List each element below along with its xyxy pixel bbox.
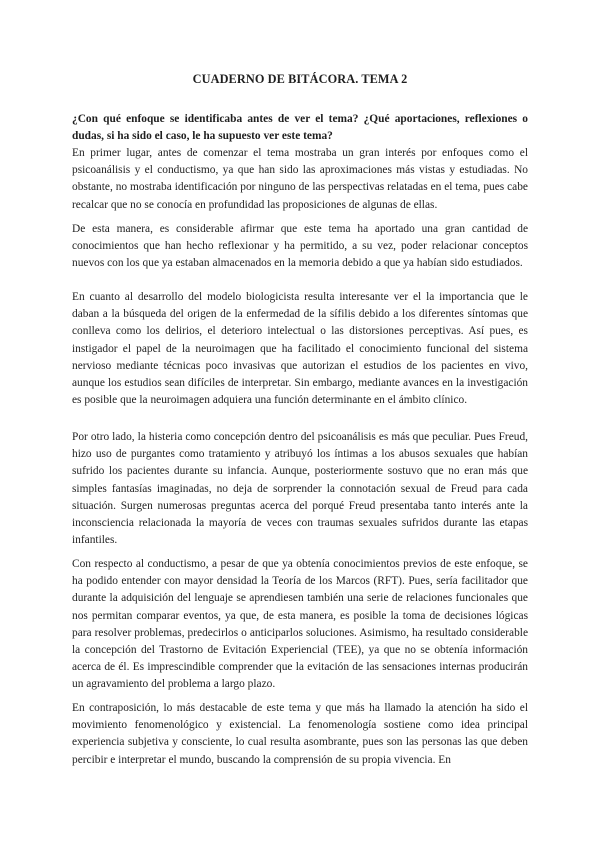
paragraph: En contraposición, lo más destacable de este tema y que más ha llamado la atención ha sido el movimiento fenomenológico y existencial. La fenomenología sostiene como idea principal experiencia subjetiva y consciente, lo cual resulta asombrante, pues son las personas las que deben percibir e interpretar el mundo, buscando la comprensión de su propia vivencia. En — [72, 702, 528, 766]
document-title: CUADERNO DE BITÁCORA. TEMA 2 — [192, 72, 408, 86]
paragraph: Por otro lado, la histeria como concepción dentro del psicoanálisis es más que peculiar. Pues Freud, hizo uso de purgantes como tratamiento y atribuyó los íntimas a los abusos sexuales que habían sufrido los pacientes durante su infancia. Aunque, posteriormente sostuvo que no eran más que simples fantasías imaginadas, no deja de sorprender la connotación sexual de Freud para cada situación. Surgen numerosas preguntas acerca del porqué Freud presentaba tanto interés ante la inconsciencia relacionada la mayoría de veces con traumas sexuales sufridos durante las etapas infantiles. — [72, 431, 528, 547]
paragraph: De esta manera, es considerable afirmar que este tema ha aportado una gran cantidad de conocimientos que han hecho reflexionar y ha permitido, a su vez, poder relacionar conceptos nuevos con los que ya estaban almacenados en la memoria debido a que ya habían sido estudiados. — [72, 223, 528, 270]
paragraph: En cuanto al desarrollo del modelo biologicista resulta interesante ver el la importancia que le daban a la búsqueda del origen de la enfermedad de la sífilis debido a los diferentes síntomas que conlleva como los delirios, el deterioro intelectual o las distorsiones perceptivas. Así pues, es instigador el papel de la neuroimagen que ha facilitado el conocimiento funcional del sistema nervioso mediante técnicas poco invasivas que autorizan el estudios de los pacientes en vivo, aunque los estudios sean difíciles de interpretar. Sin embargo, mediante avances en la investigación es posible que la neuroimagen adquiera una función determinante en el ámbito clínico. — [72, 291, 528, 407]
paragraph: En primer lugar, antes de comenzar el tema mostraba un gran interés por enfoques como el psicoanálisis y el conductismo, ya que han sido las aproximaciones más vistas y estudiadas. No obstante, no mostraba identificación por ninguno de las perspectivas relatadas en el tema, pues cabe recalcar que no se conocía en profundidad las proposiciones de algunas de ellas. — [72, 147, 528, 211]
paragraph: Con respecto al conductismo, a pesar de que ya obtenía conocimientos previos de este enfoque, se ha podido entender con mayor densidad la Teoría de los Marcos (RFT). Pues, sería facilitador que durante la adquisición del lenguaje se aprendiesen también una serie de relaciones funcionales que nos permitan comparar eventos, ya que, de esta manera, es posible la toma de decisiones lógicas para resolver problemas, predecirlos o anticiparlos soluciones. Asimismo, ha resultado considerable la concepción del Trastorno de Evitación Experiencial (TEE), ya que no se obtenía información acerca de él. Es imprescindible comprender que la evitación de las sensaciones internas producirán un agravamiento del problema a largo plazo. — [72, 558, 528, 691]
question-heading: ¿Con qué enfoque se identificaba antes de ver el tema? ¿Qué aportaciones, reflexiones o dudas, si ha sido el caso, le ha supuesto ver este tema? — [72, 113, 528, 143]
